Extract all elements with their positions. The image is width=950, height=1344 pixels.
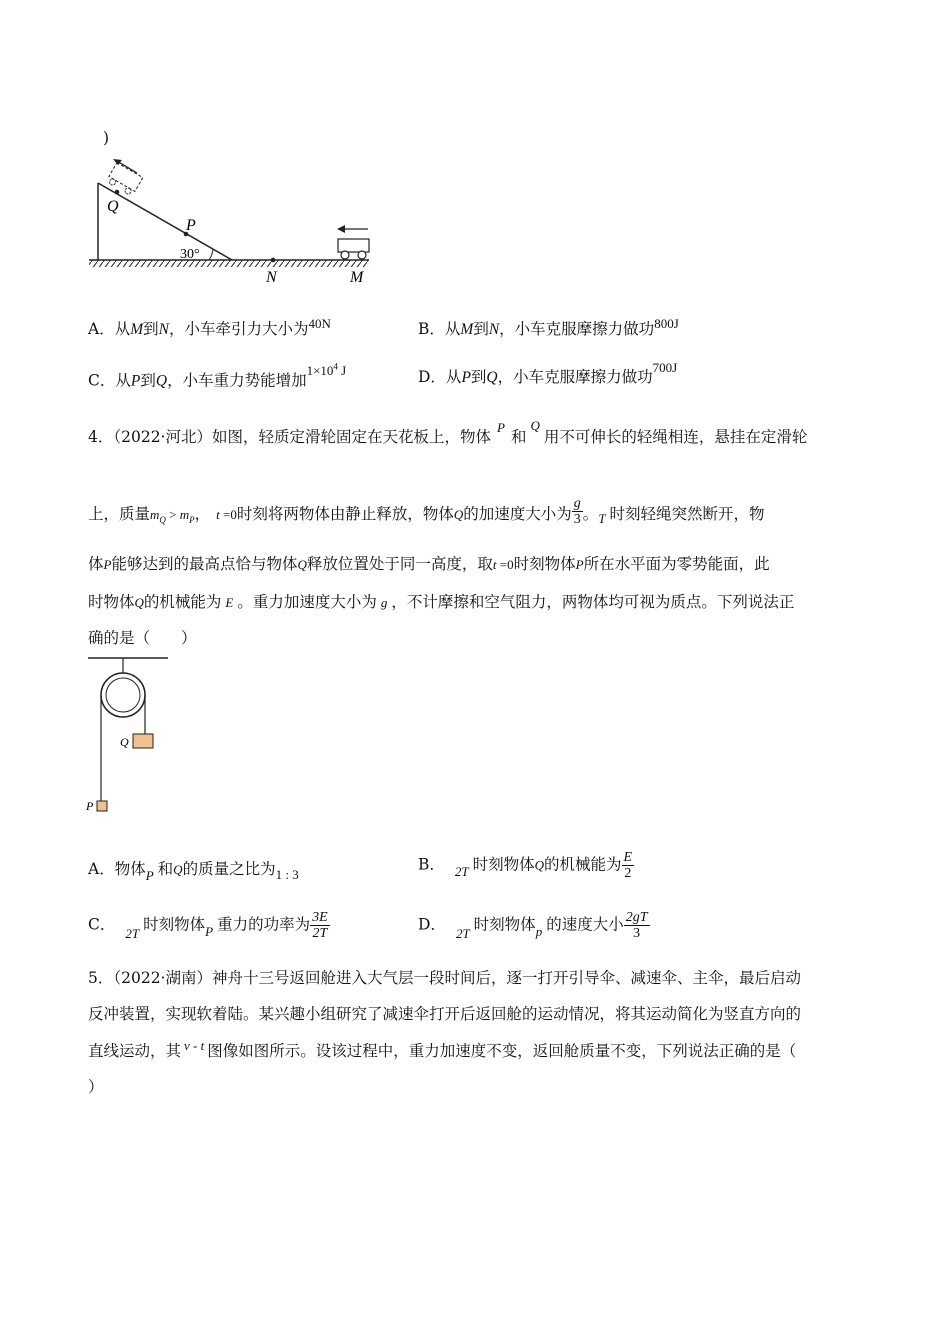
label-Q: Q	[107, 198, 119, 215]
q3-option-b[interactable]: B．从M到N，小车克服摩擦力做功$^{800J}$	[418, 316, 679, 338]
q5-line-4: ）	[88, 1078, 104, 1096]
q4-option-a[interactable]: A．物体$_P$ 和Q的质量之比为$_{1 : 3}$	[88, 860, 299, 883]
point-N-dot	[271, 258, 276, 263]
block-Q	[133, 734, 153, 748]
label-P: P	[186, 217, 196, 234]
q5-line-2: 反冲装置，实现软着陆。某兴趣小组研究了减速伞打开后返回舱的运动情况，将其运动简化为竖直方向的	[88, 1005, 802, 1023]
angle-arc	[209, 249, 213, 260]
q3-option-c[interactable]: C．从P到Q，小车重力势能增加$^{1\times 10^4 J}$	[88, 362, 347, 390]
up-arrow-head	[113, 159, 122, 165]
q5-line-1: 5．（2022·湖南）神舟十三号返回舱进入大气层一段时间后，逐一打开引导伞、减速伞、主伞，最后启动	[88, 969, 801, 987]
label-Q: Q	[120, 735, 129, 749]
ground-hatch	[89, 260, 369, 267]
q3-option-d[interactable]: D．从P到Q，小车克服摩擦力做功$^{700J}$	[418, 360, 678, 386]
label-M: M	[350, 269, 364, 286]
incline-figure	[85, 150, 385, 290]
up-arrow-shaft	[117, 161, 137, 173]
q4-line-3: 体P能够达到的最高点恰与物体Q释放位置处于同一高度，取t =0时刻物体P所在水平面为零势能面，此	[88, 555, 770, 573]
label-N: N	[266, 269, 277, 286]
q4-line-2: 上，质量$m_Q > m_P$， t =0时刻将两物体由静止释放，物体Q的加速度大小为 $\frac{g}{3}$ 。$_T$ 时刻轻绳突然断开，物	[88, 495, 765, 527]
q4-option-d[interactable]: D． $_{2T}$ 时刻物体$_p$ 的速度大小 $\frac{2gT}{3}$	[418, 910, 648, 941]
label-P: P	[86, 799, 94, 813]
label-angle: 30°	[180, 247, 200, 262]
q5-line-3: 直线运动，其 $^{v - t}$ 图像如图所示。设该过程中，重力加速度不变，返回舱质量不变，下列说法正确的是（	[88, 1038, 797, 1060]
q3-option-a[interactable]: A．从M到N，小车牵引力大小为$^{40N}$	[88, 316, 331, 338]
q4-line-5: 确的是（ ）	[88, 629, 197, 647]
point-Q-dot	[115, 190, 120, 195]
q4-option-c[interactable]: C． $_{2T}$ 时刻物体$_P$ 重力的功率为 $\frac{3E}{2T}$	[88, 910, 328, 941]
q4-line-4: 时物体Q的机械能为 E 。重力加速度大小为 g ，不计摩擦和空气阻力，两物体均可视为质点。下列说法正	[88, 593, 795, 611]
incline-slope	[98, 183, 232, 260]
block-P	[97, 801, 107, 811]
q4-line-1: 4．（2022·河北）如图，轻质定滑轮固定在天花板上，物体$^P$和$^Q$用不可伸长的轻绳相连，悬挂在定滑轮	[88, 418, 808, 446]
q4-option-b[interactable]: B． $_{2T}$ 时刻物体Q的机械能为 $\frac{E}{2}$	[418, 850, 633, 881]
pulley-wheel	[101, 673, 145, 717]
question-closing-paren: )	[103, 129, 110, 147]
car-at-M	[338, 239, 369, 259]
left-arrow-head	[337, 225, 345, 233]
pulley-figure	[82, 655, 182, 815]
